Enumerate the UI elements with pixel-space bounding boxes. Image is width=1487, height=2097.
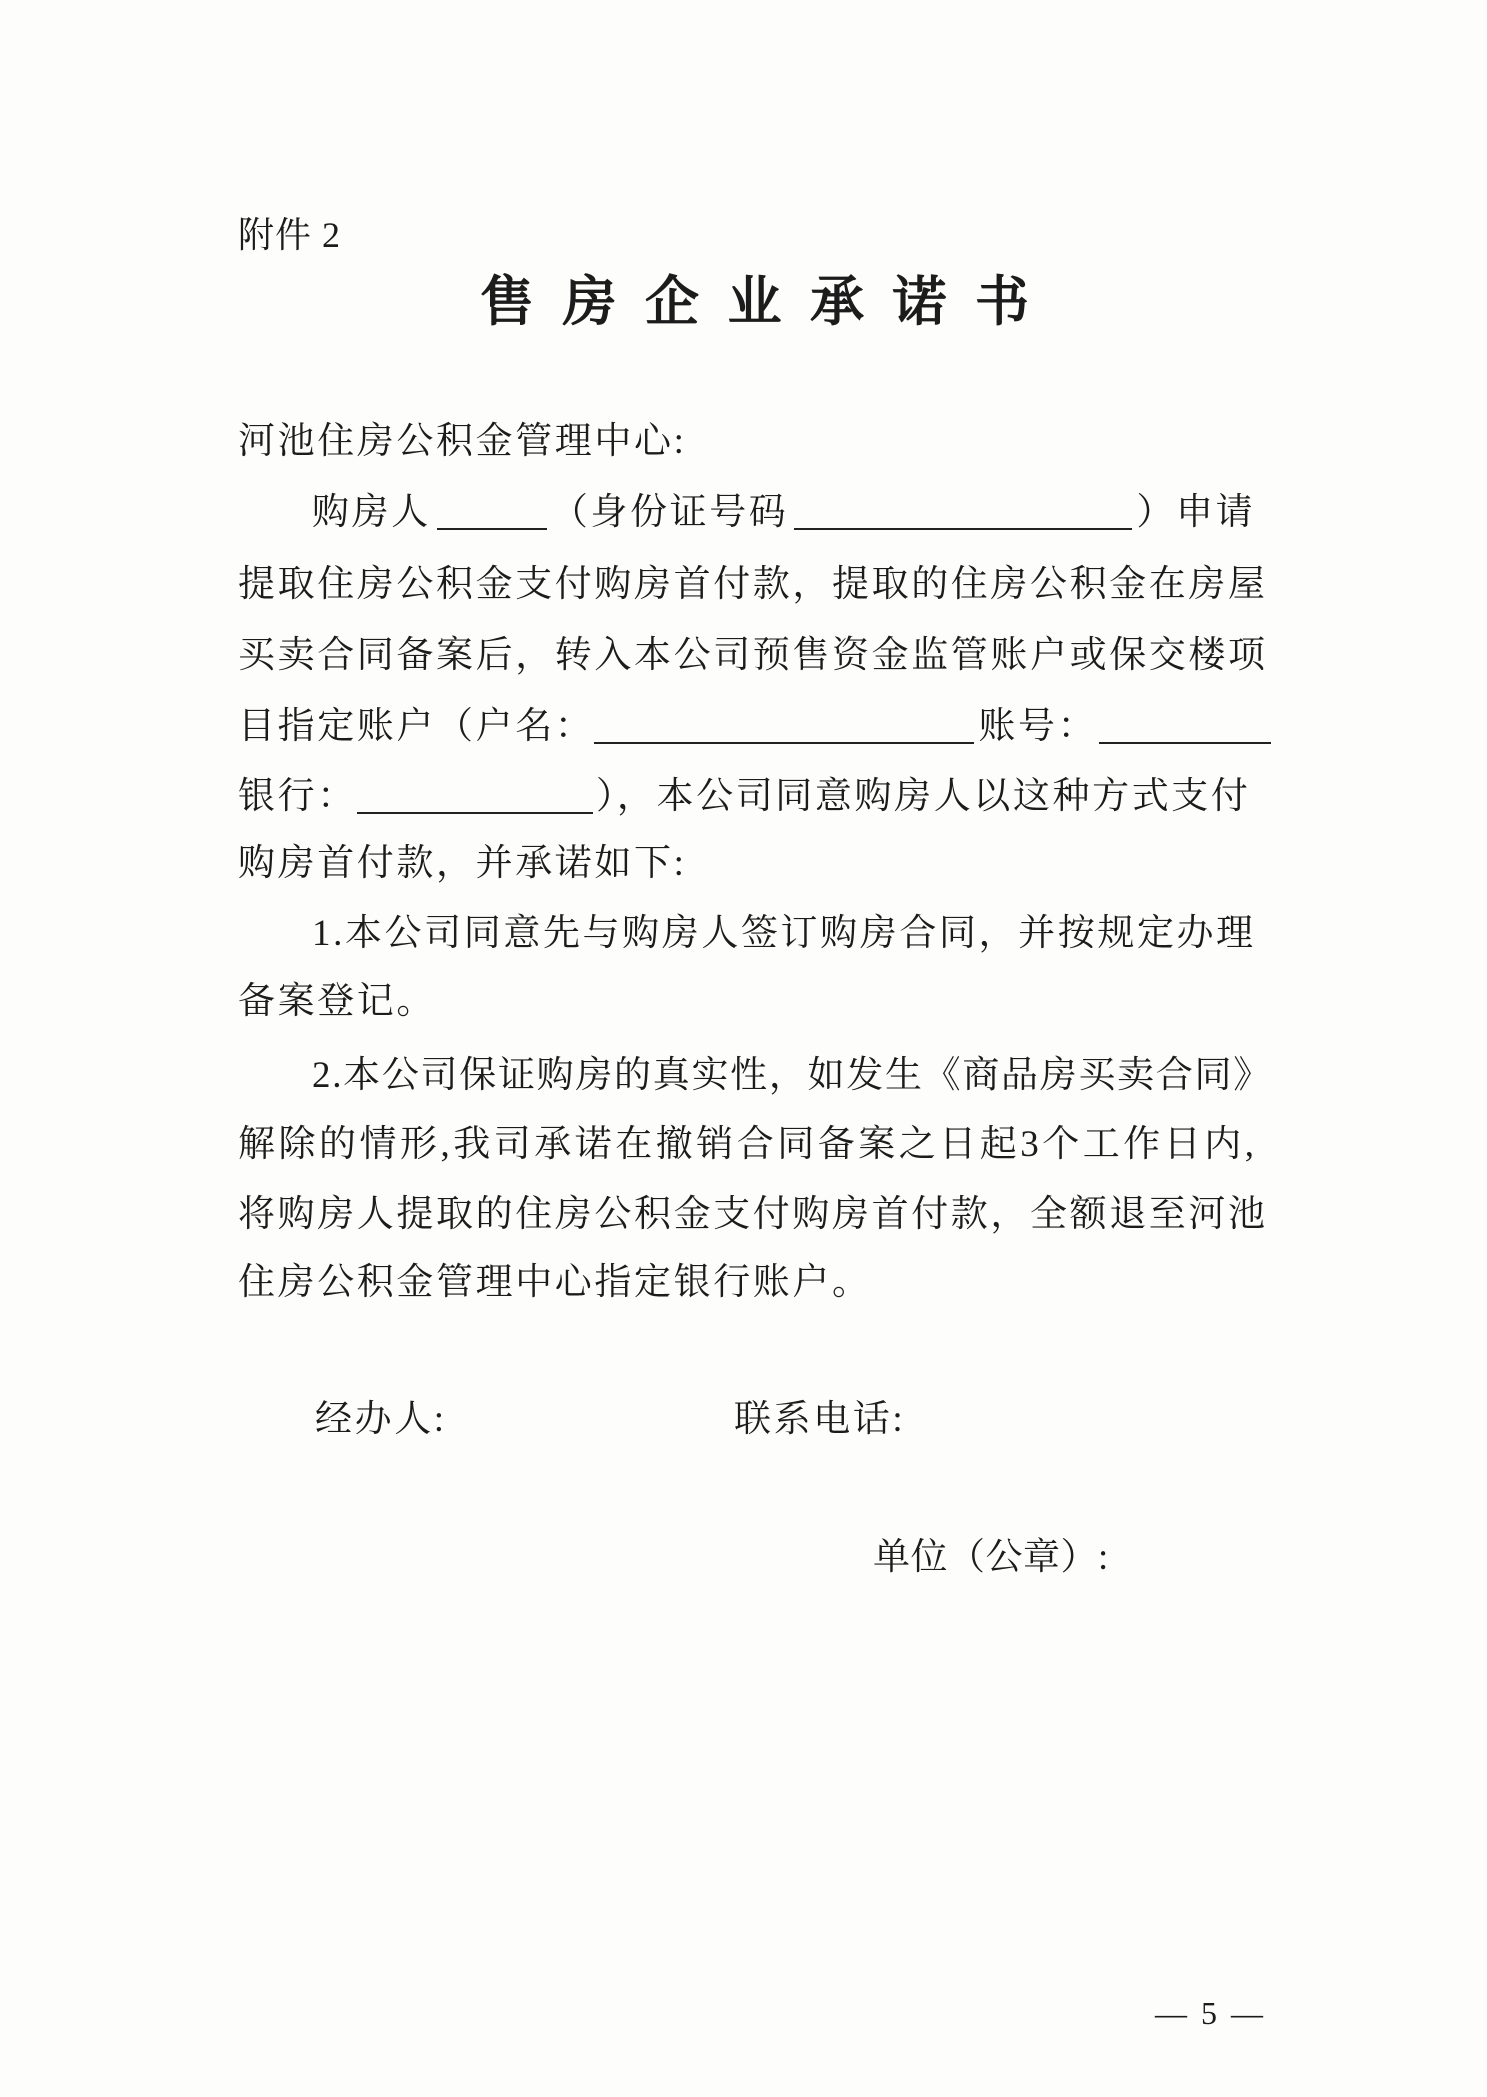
body-line-1: [312, 493, 1255, 533]
commitment-2-line-3: 将购房人提取的住房公积金支付购房首付款，全额退至河池: [238, 1194, 1268, 1235]
body-line-5: [238, 777, 1251, 817]
account-number-blank: [1099, 707, 1271, 744]
body-line-4: [238, 707, 1271, 747]
body-line-2: 提取住房公积金支付购房首付款，提取的住房公积金在房屋: [238, 564, 1268, 605]
commitment-1-line-1: 1.本公司同意先与购房人签订购房合同，并按规定办理: [312, 913, 1256, 954]
commitment-2-line-4: 住房公积金管理中心指定银行账户。: [238, 1262, 872, 1303]
buyer-name-blank: [437, 493, 547, 530]
commitment-2-line-2: 解除的情形,我司承诺在撤销合同备案之日起3个工作日内,: [238, 1124, 1258, 1165]
line1-tail: ）申请: [1136, 492, 1256, 533]
page-number: — 5 —: [1155, 1995, 1266, 2031]
id-number-label: （身份证号码: [550, 492, 789, 533]
attachment-label: 附件 2: [238, 215, 342, 255]
bank-label: 银行：: [238, 776, 357, 817]
commitment-2-line-1: 2.本公司保证购房的真实性，如发生《商品房买卖合同》: [312, 1055, 1272, 1096]
handler-label: 经办人:: [315, 1399, 447, 1440]
body-line-3: 买卖合同备案后，转入本公司预售资金监管账户或保交楼项: [238, 635, 1268, 676]
addressee: 河池住房公积金管理中心:: [238, 421, 687, 462]
account-number-label: 账号：: [978, 706, 1098, 747]
document-title: 售 房 企 业 承 诺 书: [480, 272, 1037, 332]
body-line-6: 购房首付款，并承诺如下:: [238, 843, 687, 884]
bank-blank: [357, 777, 593, 814]
unit-seal-label: 单位（公章）:: [873, 1537, 1109, 1578]
commitment-1-line-2: 备案登记。: [238, 981, 436, 1022]
phone-label: 联系电话:: [734, 1399, 906, 1440]
id-number-blank: [794, 493, 1132, 530]
line5-tail: ），本公司同意购房人以这种方式支付: [595, 776, 1251, 817]
account-name-label: 目指定账户（户名：: [238, 706, 595, 747]
buyer-label: 购房人: [312, 492, 431, 533]
account-name-blank: [594, 707, 974, 744]
